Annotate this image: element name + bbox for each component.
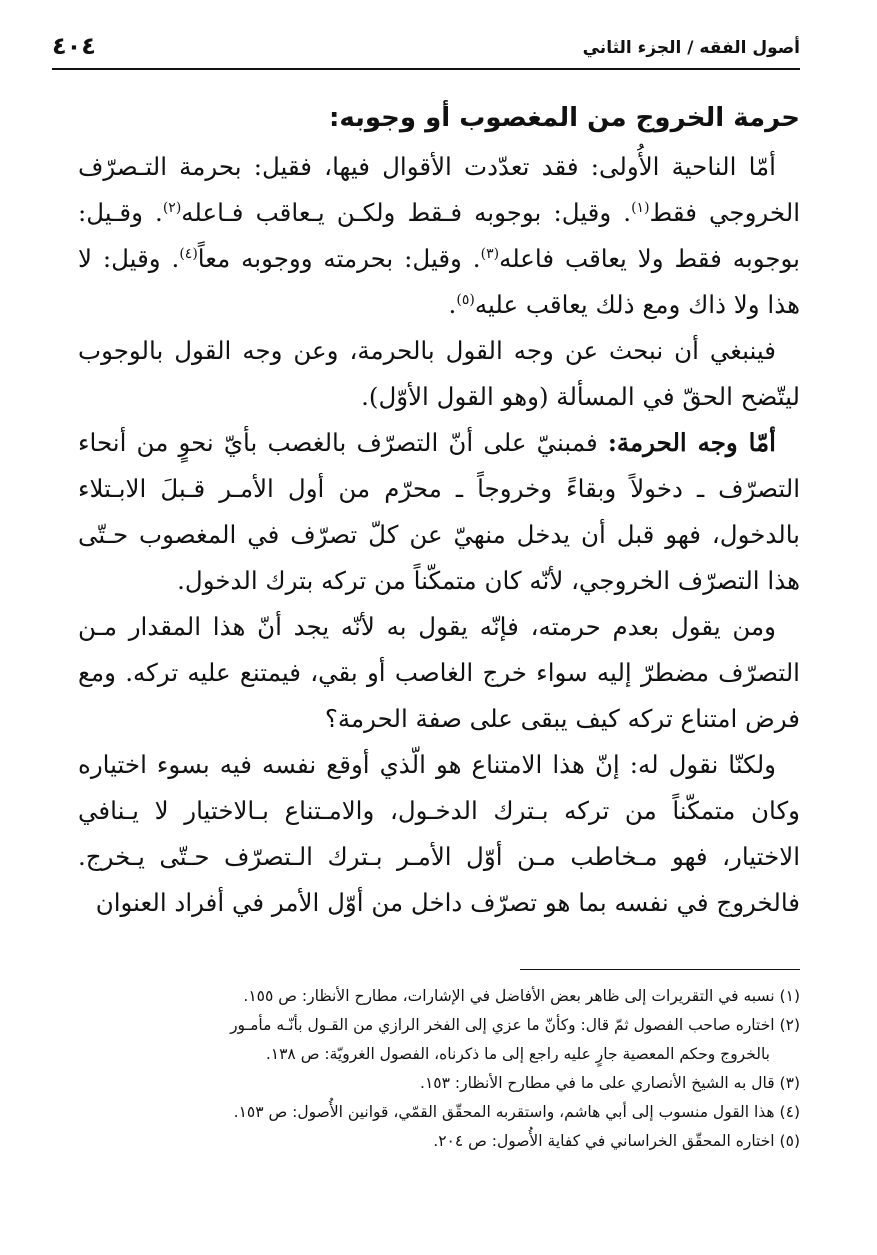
footnote-number: (١) xyxy=(779,987,800,1005)
paragraph-3-text: فمبنيّ على أنّ التصرّف بالغصب بأيّ نحوٍ من أنحاء التصرّف ـ دخولاً وبقاءً وخروجاً ـ محرّم من أول الأمـر قـبلَ الابـتلاء بالدخول، فهو قبل أن يدخل منهيّ عن كلّ تصرّف في المغصوب حـتّى هذا التصرّف الخروجي، لأنّه كان متمكّناً من تركه بترك الدخول. xyxy=(78,428,800,595)
paragraph-1-part: . وقيل: بوجوبه فـقط ولكـن يـعاقب فـاعله xyxy=(181,198,632,227)
footnote-ref-3[interactable]: (٣) xyxy=(480,245,500,262)
main-text xyxy=(78,96,800,926)
page-number: ٤٠٤ xyxy=(52,32,96,60)
footnote-3 xyxy=(78,1069,800,1098)
paragraph-1-part: . وقيل: لا هذا ولا ذاك ومع ذلك يعاقب عليه xyxy=(78,244,800,319)
footnotes xyxy=(78,982,800,1156)
footnote-text: نسبه في التقريرات إلى ظاهر بعض الأفاضل في الإشارات، مطارح الأنظار: ص ١٥٥. xyxy=(243,987,775,1005)
footnote-number: (٥) xyxy=(779,1132,800,1150)
footnote-ref-4[interactable]: (٤) xyxy=(179,245,198,262)
paragraph-3-lead: أمّا وجه الحرمة: xyxy=(607,428,776,457)
paragraph-5: ولكنّا نقول له: إنّ هذا الامتناع هو الّذي أوقع نفسه فيه بسوء اختياره وكان متمكّناً من تركه بـترك الدخـول، والامـتناع بـالاختيار لا يـنافي الاختيار، فهو مـخاطب مـن أوّل الأمـر بـترك الـتصرّف حـتّى يـخرج. فالخروج في نفسه بما هو تصرّف داخل من أوّل الأمر في أفراد العنوان xyxy=(78,750,800,917)
footnote-ref-5[interactable]: (٥) xyxy=(456,291,475,308)
footnote-number: (٣) xyxy=(779,1074,800,1092)
paragraph-1-part: . وقـيل: بوجوبه فقط ولا يعاقب فاعله xyxy=(78,198,800,273)
header-rule xyxy=(52,68,800,70)
paragraph-3 xyxy=(78,420,800,604)
footnote-text: اختاره المحقّق الخراساني في كفاية الأُصول: ص ٢٠٤. xyxy=(433,1132,775,1150)
section-heading: حرمة الخروج من المغصوب أو وجوبه: xyxy=(328,103,800,133)
paragraph-4: ومن يقول بعدم حرمته، فإنّه يقول به لأنّه يجد أنّ هذا المقدار مـن التصرّف مضطرّ إليه سواء خرج الغاصب أو بقي، فيمتنع عليه تركه. ومع فرض امتناع تركه كيف يبقى على صفة الحرمة؟ xyxy=(78,612,800,733)
paragraph-1-part: . وقيل: بحرمته ووجوبه معاً xyxy=(197,244,481,273)
footnote-text: هذا القول منسوب إلى أبي هاشم، واستقربه المحقّق القمّي، قوانين الأُصول: ص ١٥٣. xyxy=(233,1103,775,1121)
paragraph-2: فينبغي أن نبحث عن وجه القول بالحرمة، وعن وجه القول بالوجوب ليتّضح الحقّ في المسألة (وهو القول الأوّل). xyxy=(78,336,800,411)
footnote-ref-1[interactable]: (١) xyxy=(631,199,650,216)
footnote-5 xyxy=(78,1127,800,1156)
footnote-continuation: بالخروج وحكم المعصية جارٍ عليه راجع إلى ما ذكرناه، الفصول الغرويّة: ص ١٣٨. xyxy=(265,1045,770,1063)
running-title: أصول الفقه / الجزء الثاني xyxy=(582,38,800,58)
footnote-2 xyxy=(78,1011,800,1069)
footnote-4 xyxy=(78,1098,800,1127)
page-header xyxy=(52,30,800,70)
paragraph-1-part: أمّا الناحية الأُولى: فقد تعدّدت الأقوال فيها، فقيل: بحرمة التـصرّف الخروجي فقط xyxy=(78,152,801,227)
paragraph-1 xyxy=(78,144,800,328)
footnote-number: (٢) xyxy=(779,1016,800,1034)
footnote-1 xyxy=(78,982,800,1011)
footnote-separator xyxy=(520,969,800,970)
paragraph-1-part: . xyxy=(448,290,457,319)
footnote-text: اختاره صاحب الفصول ثمّ قال: وكأنّ ما عزي إلى الفخر الرازي من القـول بأنّـه مأمـور xyxy=(230,1016,775,1034)
footnote-text: قال به الشيخ الأنصاري على ما في مطارح الأنظار: ١٥٣. xyxy=(420,1074,775,1092)
footnote-ref-2[interactable]: (٢) xyxy=(162,199,182,216)
footnote-number: (٤) xyxy=(779,1103,800,1121)
